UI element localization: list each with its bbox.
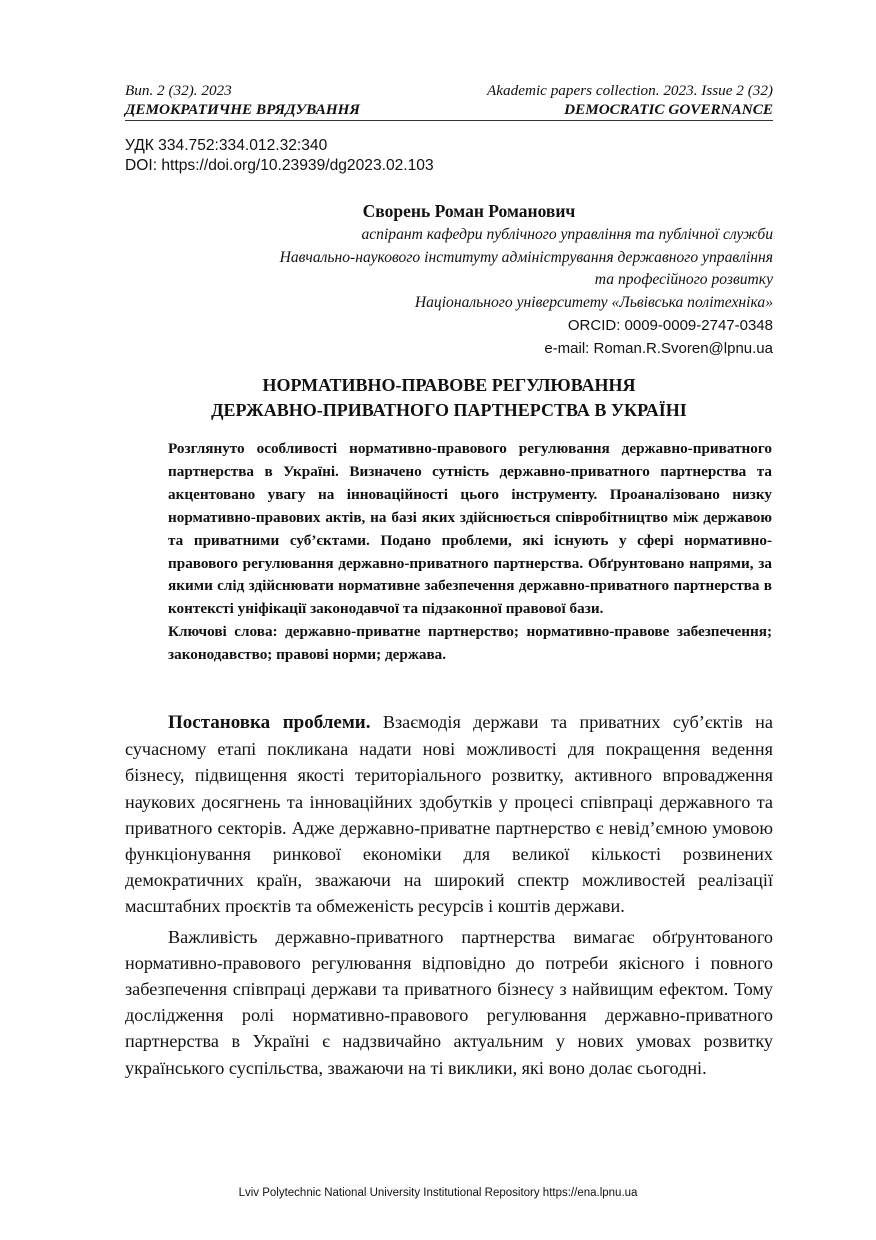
author-block [125,198,773,360]
udc-code: УДК 334.752:334.012.32:340 [125,137,328,154]
header-left-issue: Вип. 2 (32). 2023 [125,82,232,99]
header-rule [125,120,773,121]
running-header [125,81,773,119]
paragraph-text: Взаємодія держави та приватних суб’єктів на сучасному етапі покликана надати нові можливості для покращення ведення бізнесу, підвищення якості територіального розвитку, активного впровадження наукових досягнень та інноваційних здобутків у процесі співпраці державного та приватного секторів. Адже державно-приватне партнерство є невід’ємною умовою функціонування ринкової економіки для великої кількості розвинених демократичних країн, зважаючи на широкий спектр можливостей реалізації масштабних проєктів та обмеженість ресурсів і коштів держави. [125,712,773,917]
header-right-journal: DEMOCRATIC GOVERNANCE [564,101,773,118]
affiliation-line: та професійного розвитку [594,271,773,288]
body-paragraph [125,709,773,920]
header-right-issue: Akademic papers collection. 2023. Issue 2 (32) [487,82,773,99]
title-line: НОРМАТИВНО-ПРАВОВЕ РЕГУЛЮВАННЯ [262,375,636,395]
article-title [125,373,773,423]
header-left-journal: ДЕМОКРАТИЧНЕ ВРЯДУВАННЯ [125,101,360,118]
author-email[interactable]: e-mail: Roman.R.Svoren@lpnu.ua [544,340,773,357]
affiliation-line: Національного університету «Львівська політехніка» [414,293,773,311]
repository-footer: Lviv Polytechnic National University Institutional Repository https://ena.lpnu.ua [238,1187,638,1199]
abstract [168,438,772,667]
affiliation-line: Навчально-наукового інституту адміністрування державного управління [279,248,773,266]
author-orcid[interactable]: ORCID: 0009-0009-2747-0348 [567,317,773,334]
article-body [125,709,773,1081]
doi-link[interactable]: DOI: https://doi.org/10.23939/dg2023.02.103 [125,156,434,174]
keywords: Ключові слова: державно-приватне партнерство; нормативно-правове забезпечення; законодавство; правові норми; держава. [168,623,772,664]
affiliation-line: аспірант кафедри публічного управління та публічної служби [361,226,773,243]
body-paragraph: Важливість державно-приватного партнерства вимагає обґрунтованого нормативно-правового регулювання відповідно до потреби якісного і повного забезпечення співпраці держави та приватного бізнесу з найвищим ефектом. Тому дослідження ролі нормативно-правового регулювання державно-приватного партнерства в Україні є надзвичайно актуальним у нових умовах розвитку українського суспільства, зважаючи на ті виклики, які воно долає сьогодні. [125,926,773,1078]
author-name: Сворень Роман Романович [362,201,576,221]
section-heading: Постановка проблеми. [168,712,371,733]
article-meta [125,136,434,175]
title-line: ДЕРЖАВНО-ПРИВАТНОГО ПАРТНЕРСТВА В УКРАЇНІ [211,400,687,420]
abstract-text: Розглянуто особливості нормативно-правового регулювання державно-приватного партнерства в Україні. Визначено сутність державно-приватного партнерства та акцентовано увагу на інноваційності цього інструменту. Проаналізовано низку нормативно-правових актів, на базі яких здійснюється співробітництво між державою та приватними суб’єктами. Подано проблеми, які існують у сфері нормативно-правового регулювання державно-приватного партнерства. Обґрунтовано напрями, за якими слід здійснювати нормативне забезпечення державно-приватного партнерства в контексті уніфікації законодавчої та підзаконної правової бази. [168,440,772,618]
